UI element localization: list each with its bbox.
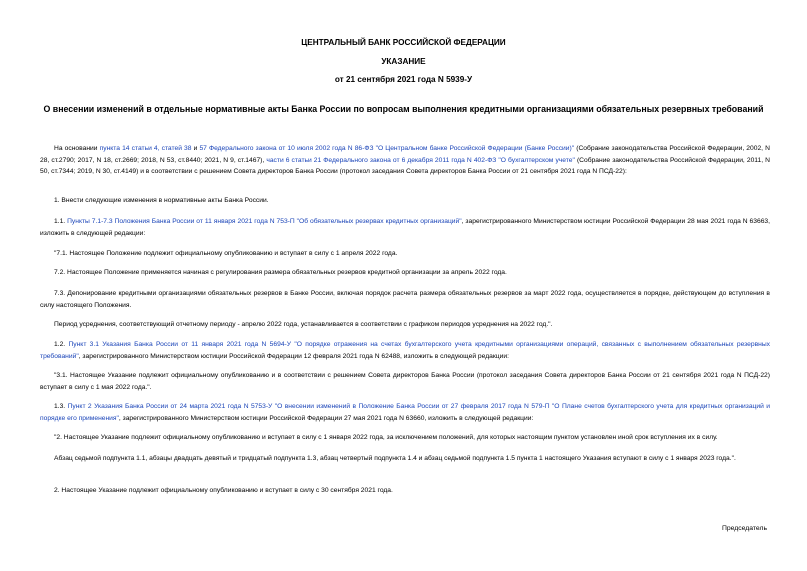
quote-7-2: 7.2. Настоящее Положение применяется начиная с регулирования размера обязательных резервов кредитной организации за апрель 2022 года.	[54, 269, 507, 276]
document-title: О внесении изменений в отдельные нормативные акты Банка России по вопросам выполнения кредитными организациями обязательных резервных требований	[43, 104, 764, 114]
quote-2: "2. Настоящее Указание подлежит официальному опубликованию и вступает в силу с 1 января 2022 года, за исключением положений, для которых настоящим пунктом установлен иной срок вступления их в силу.	[54, 434, 718, 441]
document-type-heading: УКАЗАНИЕ	[381, 57, 426, 66]
item-1-2-paragraph: 1.2. Пункт 3.1 Указания Банка России от 11 января 2021 года N 5694-У "О порядке отражения на счетах бухгалтерского учета кредитными организациями операций, связанных с выполнением обязательных резервных требований", зарегистрированного Министерством юстиции Российской Федерации 12 февраля 2021 года N 62488, изложить в следующей редакции:	[40, 341, 770, 360]
item-1-paragraph: 1. Внести следующие изменения в нормативные акты Банка России.	[54, 197, 269, 204]
directive-5694u-link[interactable]: Пункт 3.1 Указания Банка России от 11 января 2021 года N 5694-У "О порядке отражения на счетах бухгалтерского учета кредитными организациями операций, связанных с выполнением обязательных резервных требований"	[40, 341, 770, 360]
law-86fz-link[interactable]: пункта 14 статьи 4, статей 38	[99, 145, 192, 152]
quote-7-3-period: Период усреднения, соответствующий отчетному периоду - апрелю 2022 года, устанавливается в соответствии с графиком периодов усреднения на 2022 год.".	[54, 321, 553, 328]
quote-7-1: "7.1. Настоящее Положение подлежит официальному опубликованию и вступает в силу с 1 апреля 2022 года.	[54, 250, 398, 257]
item-1-3-paragraph: 1.3. Пункт 2 Указания Банка России от 24 марта 2021 года N 5753-У "О внесении изменений в Положение Банка России от 27 февраля 2017 года N 579-П "О Плане счетов бухгалтерского учета для кредитных организаций и порядке его применения", зарегистрированного Министерством юстиции Российской Федерации 27 мая 2021 года N 63660, изложить в следующей редакции:	[40, 403, 771, 422]
signature-title: Председатель	[722, 525, 767, 532]
directive-5753u-link[interactable]: Пункт 2 Указания Банка России от 24 марта 2021 года N 5753-У "О внесении изменений в Положение Банка России от 27 февраля 2017 года N 579-П "О Плане счетов бухгалтерского учета для кредитных организаций и порядке его применения"	[40, 403, 771, 422]
law-86fz-article57-link[interactable]: 57 Федерального закона от 10 июля 2002 года N 86-ФЗ "О Центральном банке Российской Федерации (Банке России)"	[199, 145, 575, 152]
item-1-1-paragraph: 1.1. Пункты 7.1-7.3 Положения Банка России от 11 января 2021 года N 753-П "Об обязательных резервах кредитных организаций", зарегистрированного Министерством юстиции Российской Федерации 28 мая 2021 года N 63663, изложить в следующей редакции:	[40, 218, 771, 237]
quote-3-1: "3.1. Настоящее Указание подлежит официальному опубликованию и в соответствии с решением Совета директоров Банка России (протокол заседания Совета директоров Банка России от 21 сентября 2021 года N ПСД-22) вступает в силу с 1 мая 2022 года.".	[40, 372, 770, 391]
document-date-number: от 21 сентября 2021 года N 5939-У	[334, 75, 473, 84]
item-2-paragraph: 2. Настоящее Указание подлежит официальному опубликованию и вступает в силу с 30 сентября 2021 года.	[54, 487, 393, 494]
issuer-heading: ЦЕНТРАЛЬНЫЙ БАНК РОССИЙСКОЙ ФЕДЕРАЦИИ	[301, 38, 506, 47]
law-402fz-link[interactable]: части 6 статьи 21 Федерального закона от 6 декабря 2011 года N 402-ФЗ "О бухгалтерском учете"	[266, 156, 575, 164]
regulation-753p-link[interactable]: Пункты 7.1-7.3 Положения Банка России от 11 января 2021 года N 753-П "Об обязательных резервах кредитных организаций"	[67, 218, 462, 225]
quote-7-3: 7.3. Депонирование кредитными организациями обязательных резервов в Банке России, включая порядок расчета размера обязательных резервов за март 2022 года, осуществляется в порядке, действующем до вступления в силу настоящего Положения.	[40, 290, 770, 309]
quote-2-paragraph-2: Абзац седьмой подпункта 1.1, абзацы двадцать девятый и тридцатый подпункта 1.3, абзац четвертый подпункта 1.4 и абзац седьмой подпункта 1.5 пункта 1 настоящего Указания вступают в силу с 1 января 2023 года.".	[54, 455, 736, 462]
preamble-paragraph: На основании пункта 14 статьи 4, статей 38 и 57 Федерального закона от 10 июля 2002 года N 86-ФЗ "О Центральном банке Российской Федерации (Банке России)" (Собрание законодательства Российской Федерации, 2002, N 28, ст.2790; 2017, N 18, ст.2669; 2018, N 53, ст.8440; 2021, N 9, ст.1467), части 6 статьи 21 Федерального закона от 6 декабря 2011 года N 402-ФЗ "О бухгалтерском учете" (Собрание законодательства Российской Федерации, 2011, N 50, ст.7344; 2019, N 30, ст.4149) и в соответствии с решением Совета директоров Банка России (протокол заседания Совета директоров Банка России от 21 сентября 2021 года N ПСД-22):	[40, 145, 770, 175]
